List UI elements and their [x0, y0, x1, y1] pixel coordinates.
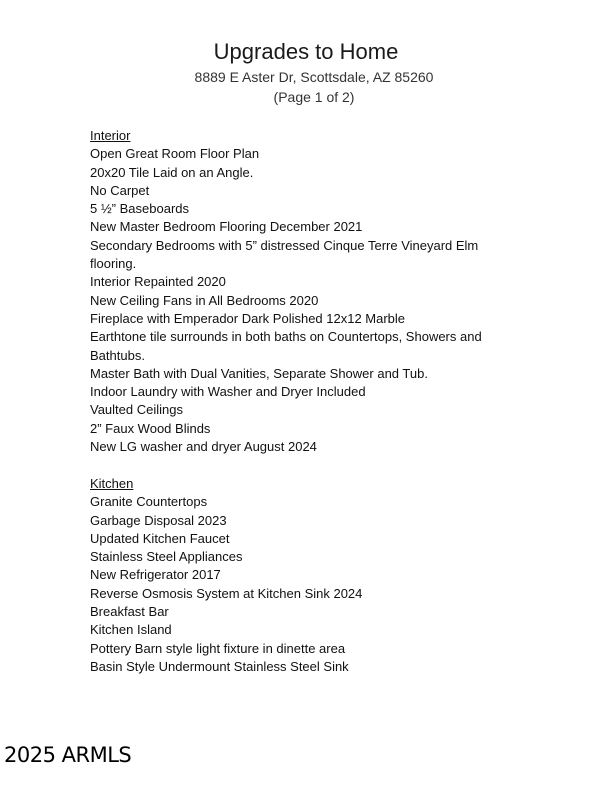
list-item: New Refrigerator 2017: [90, 567, 221, 583]
list-item: Granite Countertops: [90, 494, 208, 510]
list-item: Fireplace with Emperador Dark Polished 12x12 Marble: [90, 310, 406, 326]
list-item: Kitchen Island: [90, 622, 172, 638]
copyright-watermark: 2025 ARMLS: [4, 743, 132, 767]
list-item: Vaulted Ceilings: [90, 402, 183, 418]
list-item: New Master Bedroom Flooring December 2021: [90, 219, 363, 235]
list-item: No Carpet: [90, 182, 150, 198]
list-item: Updated Kitchen Faucet: [90, 530, 230, 546]
list-item: Master Bath with Dual Vanities, Separate Shower and Tub.: [90, 365, 428, 381]
list-item: New LG washer and dryer August 2024: [90, 439, 317, 455]
list-item: Interior Repainted 2020: [90, 274, 226, 290]
interior-heading: Interior: [90, 128, 131, 143]
list-item: Breakfast Bar: [90, 604, 169, 620]
list-item: Open Great Room Floor Plan: [90, 146, 260, 162]
list-item: Garbage Disposal 2023: [90, 512, 227, 528]
list-item: Secondary Bedrooms with 5” distressed Cinque Terre Vineyard Elm flooring.: [90, 237, 479, 272]
list-item: Pottery Barn style light fixture in dinette area: [90, 640, 346, 656]
page-number: (Page 1 of 2): [273, 89, 355, 105]
list-item: New Ceiling Fans in All Bedrooms 2020: [90, 292, 319, 308]
kitchen-list: [90, 493, 520, 676]
list-item: Earthtone tile surrounds in both baths on Countertops, Showers and Bathtubs.: [90, 329, 482, 363]
list-item: Basin Style Undermount Stainless Steel Sink: [90, 658, 349, 674]
list-item: 20x20 Tile Laid on an Angle.: [90, 164, 254, 180]
property-address: 8889 E Aster Dr, Scottsdale, AZ 85260: [194, 69, 434, 85]
list-item: 2” Faux Wood Blinds: [90, 420, 211, 436]
interior-section: [90, 127, 520, 456]
kitchen-heading: Kitchen: [90, 476, 134, 491]
page-title: Upgrades to Home: [213, 39, 399, 64]
list-item: Stainless Steel Appliances: [90, 549, 243, 565]
interior-list: [90, 145, 520, 456]
list-item: Indoor Laundry with Washer and Dryer Included: [90, 384, 366, 400]
list-item: Reverse Osmosis System at Kitchen Sink 2024: [90, 585, 363, 601]
list-item: 5 ½” Baseboards: [90, 201, 190, 217]
kitchen-section: [90, 475, 520, 676]
